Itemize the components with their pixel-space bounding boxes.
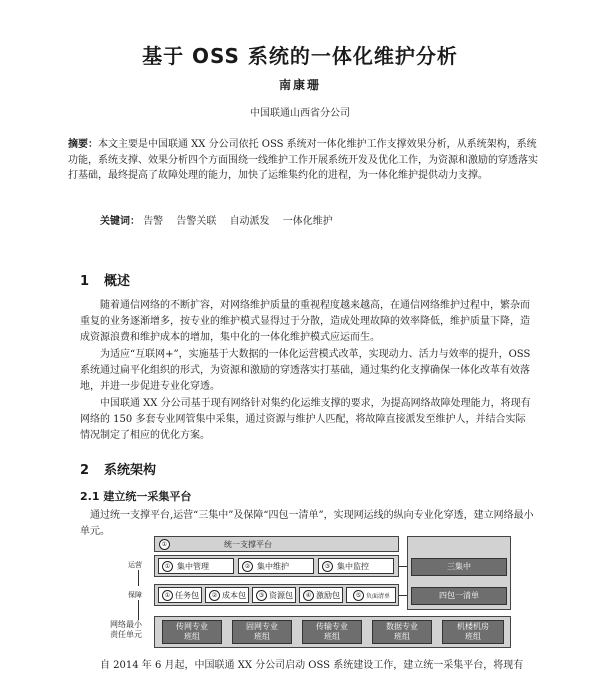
pkg-box xyxy=(299,587,343,603)
four-packages-list: 四包一清单 xyxy=(411,587,507,605)
unit-box xyxy=(442,620,504,644)
paragraph: 随着通信网络的不断扩容，对网络维护质量的重视程度越来越高，在通信网络维护过程中，繁杂而重复的业务逐渐增多，按专业的维护模式显得过于分散，造成处理故障的效率降低，维护质量下降，造成资源浪费和维护成本的增加，集中化的一体化维护模式应运而生。 xyxy=(80,300,530,343)
unit-box xyxy=(372,620,432,644)
paper-title: 基于 OSS 系统的一体化维护分析 xyxy=(142,44,458,68)
mgmt-box xyxy=(158,558,234,574)
unit-box xyxy=(302,620,362,644)
pkg-box xyxy=(158,587,202,603)
unit-line: 班组 xyxy=(254,632,270,641)
platform-band xyxy=(154,536,399,552)
paragraph: 中国联通 XX 分公司基于现有网络针对集约化运维支撑的要求，为提高网络故障处理能力，将现有网络的 150 多套专业网管集中采集，通过资源与维护人匹配，将故障直接派发至维护人，并结合实际情况制定了相应的优化方案。 xyxy=(80,398,531,441)
unit-line: 固网专业 xyxy=(246,622,278,631)
pkg-box xyxy=(252,587,296,603)
keywords xyxy=(100,212,540,227)
connector xyxy=(399,566,407,567)
abstract-text: 本文主要是中国联通 XX 分公司依托 OSS 系统对一体化维护工作支撑效果分析，从系统架构，系统功能，系统支撑、效果分析四个方面围绕一线维护工作开展系统开发及优化工作，为资源和激励的穿透落实打基础，最终提高了故障处理的能力，加快了运维集约化的进程，为一体化维护提供动力支撑。 xyxy=(68,139,538,181)
step-number: ② xyxy=(242,561,253,572)
pkg-box xyxy=(346,587,396,603)
paragraph: 为适应“互联网+”，实施基于大数据的一体化运营模式改革，实现动力、活力与效率的提升，OSS 系统通过扁平化组织的形式，为资源和激励的穿透落实打基础，通过集约化支撑确保一体化改革有效落地，并进一步促进专业化穿透。 xyxy=(80,349,531,392)
box-label: 集中管理 xyxy=(177,561,209,571)
min-unit-label xyxy=(104,620,148,640)
unit-line: 机楼机房 xyxy=(457,622,489,631)
box-label: 负面清单 xyxy=(365,592,390,600)
paragraph: 通过统一支撑平台,运营“三集中”及保障“四包一清单”，实现网运线的纵向专业化穿透，建立网络最小单元。 xyxy=(80,510,534,537)
abstract xyxy=(68,137,538,184)
arrow-line xyxy=(138,570,139,586)
section-heading-2 xyxy=(80,459,156,478)
keywords-label: 关键词： xyxy=(100,216,140,227)
unit-line: 数据专业 xyxy=(386,622,418,631)
unit-line: 传输专业 xyxy=(316,622,348,631)
keyword: 告警关联 xyxy=(176,216,217,227)
unit-line: 班组 xyxy=(465,632,481,641)
section-number: 1 xyxy=(80,274,90,289)
paragraph: 自 2014 年 6 月起，中国联通 XX 分公司启动 OSS 系统建设工作，建立统一采集平台，将现有 xyxy=(100,660,524,671)
box-label: 集中监控 xyxy=(337,561,369,571)
author-name: 南康珊 xyxy=(278,78,321,92)
section-title: 系统架构 xyxy=(104,463,157,478)
box-label: 任务包 xyxy=(175,590,199,600)
maint-box xyxy=(238,558,314,574)
connector xyxy=(399,595,407,596)
unit-line: 传网专业 xyxy=(176,622,208,631)
step-number: ⑤ xyxy=(353,590,364,601)
keyword: 告警 xyxy=(143,216,164,227)
unit-line: 班组 xyxy=(184,632,200,641)
monitor-box xyxy=(318,558,394,574)
section-title: 概述 xyxy=(104,274,131,289)
step-number: ③ xyxy=(256,590,267,601)
architecture-figure xyxy=(104,536,524,652)
section-heading-1 xyxy=(80,270,130,289)
keyword: 一体化维护 xyxy=(282,216,333,227)
unit-box xyxy=(232,620,292,644)
pkg-box xyxy=(205,587,249,603)
arrow-line xyxy=(138,600,139,620)
subsection-heading: 2.1 建立统一采集平台 xyxy=(80,490,192,503)
side-label-ops: 运营 xyxy=(128,561,142,569)
box-label: 激励包 xyxy=(316,590,340,600)
step-number: ② xyxy=(209,590,220,601)
box-label: 成本包 xyxy=(222,590,246,600)
platform-label: 统一支撑平台 xyxy=(224,539,272,549)
step-number: ① xyxy=(159,539,170,550)
box-label: 集中维护 xyxy=(257,561,289,571)
unit-box xyxy=(162,620,222,644)
step-number: ④ xyxy=(303,590,314,601)
min-unit-label-line: 责任单元 xyxy=(110,630,142,639)
keyword: 自动派发 xyxy=(229,216,270,227)
unit-line: 班组 xyxy=(394,632,410,641)
affiliation: 中国联通山西省分公司 xyxy=(250,108,350,119)
three-centralization: 三集中 xyxy=(411,558,507,576)
box-label: 资源包 xyxy=(269,590,293,600)
side-label-guard: 保障 xyxy=(128,591,142,599)
abstract-label: 摘要： xyxy=(68,139,98,150)
min-unit-label-line: 网络最小 xyxy=(110,620,142,629)
step-number: ① xyxy=(162,561,173,572)
unit-line: 班组 xyxy=(324,632,340,641)
step-number: ③ xyxy=(322,561,333,572)
section-number: 2 xyxy=(80,463,90,478)
step-number: ① xyxy=(162,590,173,601)
